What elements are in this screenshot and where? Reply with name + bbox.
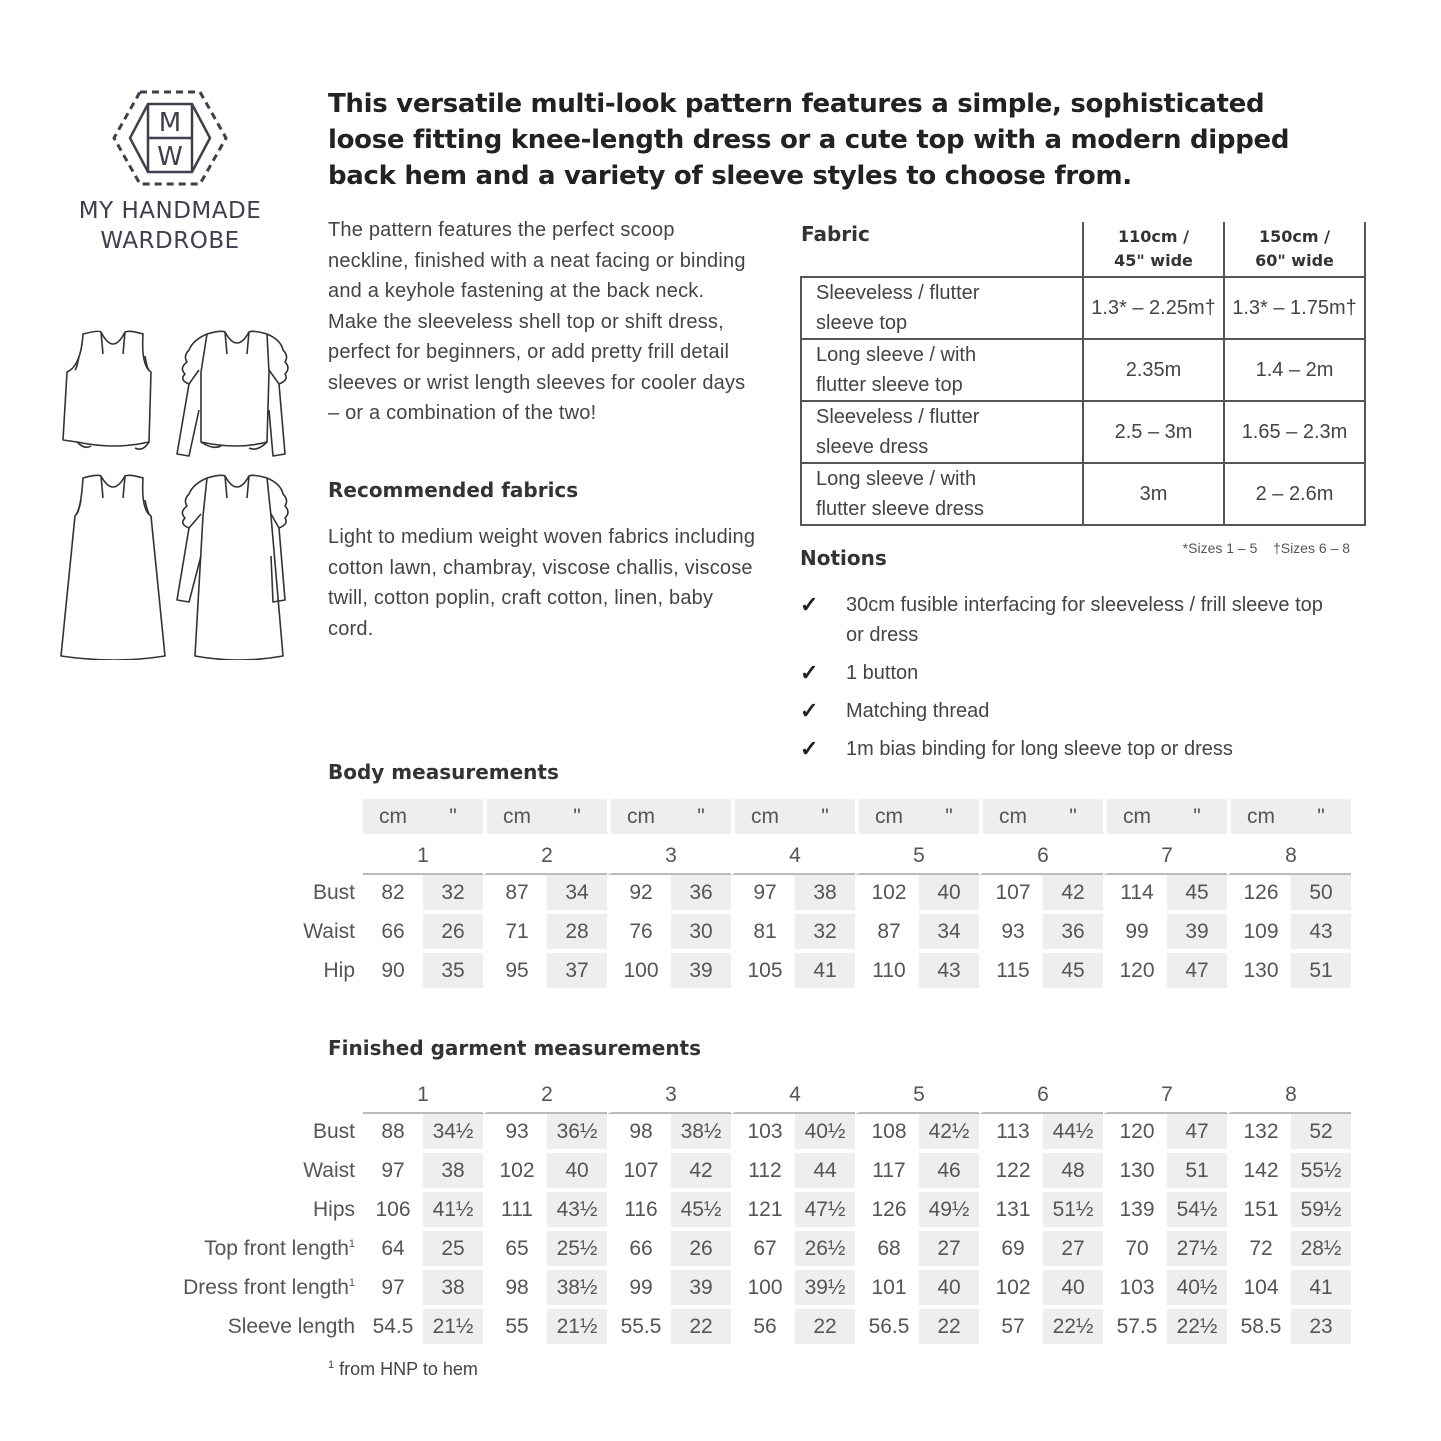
measurement-cell: 67 — [731, 1231, 795, 1270]
measurement-cell: 113 — [979, 1114, 1043, 1153]
measurement-cell: 30 — [671, 914, 731, 953]
fabric-row-label: Sleeveless / flutter sleeve dress — [801, 401, 1083, 463]
measurement-cell: 43½ — [547, 1192, 607, 1231]
measurement-row — [303, 875, 1351, 914]
measurement-cell: 44 — [795, 1153, 855, 1192]
measurement-label: Waist — [183, 1153, 363, 1192]
measurement-cell: 49½ — [919, 1192, 979, 1231]
measurement-cell: 69 — [979, 1231, 1043, 1270]
measurement-cell: 130 — [1227, 953, 1291, 992]
size-header: 1 — [363, 838, 483, 875]
measurement-cell: 42½ — [919, 1114, 979, 1153]
recommended-text: Light to medium weight woven fabrics including cotton lawn, chambray, viscose challis, viscose twill, cotton poplin, craft cotton, linen, baby cord. — [328, 526, 756, 640]
measurement-row — [303, 914, 1351, 953]
measurement-cell: 39 — [671, 1270, 731, 1309]
notion-item: ✓ 1 button — [800, 658, 1340, 688]
measurement-cell: 47½ — [795, 1192, 855, 1231]
measurement-cell: 27½ — [1167, 1231, 1227, 1270]
unit-header: " — [547, 799, 607, 838]
measurement-cell: 40 — [547, 1153, 607, 1192]
measurement-cell: 48 — [1043, 1153, 1103, 1192]
measurement-cell: 87 — [483, 875, 547, 914]
checkmark-icon: ✓ — [800, 592, 819, 617]
measurement-cell: 59½ — [1291, 1192, 1351, 1231]
measurement-cell: 34 — [919, 914, 979, 953]
measurement-cell: 93 — [483, 1114, 547, 1153]
size-header: 6 — [979, 838, 1103, 875]
measurement-cell: 40½ — [1167, 1270, 1227, 1309]
measurement-cell: 40 — [1043, 1270, 1103, 1309]
measurement-cell: 52 — [1291, 1114, 1351, 1153]
measurement-cell: 99 — [1103, 914, 1167, 953]
measurement-cell: 27 — [1043, 1231, 1103, 1270]
measurement-cell: 90 — [363, 953, 423, 992]
measurement-cell: 40½ — [795, 1114, 855, 1153]
intro-text: The pattern features the perfect scoop neckline, finished with a neat facing or binding and a keyhole fastening at the back neck. Make the sleeveless shell top or shift dress, perfect for beginners, or add pretty frill detail sleeves or wrist length sleeves for cooler days – or a combination of the two! — [328, 219, 746, 424]
measurement-cell: 57 — [979, 1309, 1043, 1348]
measurement-cell: 47 — [1167, 953, 1227, 992]
measurement-cell: 71 — [483, 914, 547, 953]
measurement-cell: 70 — [1103, 1231, 1167, 1270]
fabric-value-150: 2 – 2.6m — [1224, 463, 1365, 525]
unit-header: cm — [1103, 799, 1167, 838]
fabric-row — [801, 463, 1365, 525]
measurement-cell: 21½ — [547, 1309, 607, 1348]
measurement-cell: 32 — [795, 914, 855, 953]
unit-header: " — [795, 799, 855, 838]
measurement-cell: 103 — [731, 1114, 795, 1153]
fabric-footnote: *Sizes 1 – 5 †Sizes 6 – 8 — [1182, 540, 1350, 556]
brand-line2: WARDROBE — [100, 228, 240, 254]
measurement-label: Top front length$^1$ — [183, 1231, 363, 1270]
unit-header: " — [423, 799, 483, 838]
fabric-value-150: 1.4 – 2m — [1224, 339, 1365, 401]
measurement-cell: 99 — [607, 1270, 671, 1309]
measurement-cell: 41½ — [423, 1192, 483, 1231]
fabric-value-110: 3m — [1083, 463, 1224, 525]
fabric-value-110: 2.35m — [1083, 339, 1224, 401]
notion-item: ✓ 30cm fusible interfacing for sleeveless / frill sleeve top or dress — [800, 592, 1323, 646]
measurement-cell: 45 — [1043, 953, 1103, 992]
measurement-row — [183, 1270, 1351, 1309]
measurement-cell: 92 — [607, 875, 671, 914]
garment-illustrations — [55, 310, 290, 660]
measurement-cell: 81 — [731, 914, 795, 953]
measurement-cell: 43 — [1291, 914, 1351, 953]
size-header: 1 — [363, 1077, 483, 1114]
unit-row — [303, 799, 1351, 838]
measurement-cell: 105 — [731, 953, 795, 992]
measurement-cell: 34½ — [423, 1114, 483, 1153]
measurement-cell: 97 — [363, 1153, 423, 1192]
measurement-cell: 36½ — [547, 1114, 607, 1153]
size-header: 2 — [483, 1077, 607, 1114]
fabric-row-label: Long sleeve / with flutter sleeve dress — [801, 463, 1083, 525]
measurement-cell: 66 — [607, 1231, 671, 1270]
measurement-cell: 26½ — [795, 1231, 855, 1270]
body-measurements-table — [303, 799, 1351, 992]
measurement-cell: 39 — [1167, 914, 1227, 953]
measurement-cell: 54.5 — [363, 1309, 423, 1348]
measurement-cell: 51 — [1167, 1153, 1227, 1192]
fabric-row-label: Long sleeve / with flutter sleeve top — [801, 339, 1083, 401]
unit-header: cm — [483, 799, 547, 838]
measurement-cell: 37 — [547, 953, 607, 992]
measurement-cell: 23 — [1291, 1309, 1351, 1348]
checkmark-icon: ✓ — [800, 698, 819, 723]
measurement-cell: 28½ — [1291, 1231, 1351, 1270]
size-header: 3 — [607, 1077, 731, 1114]
measurement-cell: 120 — [1103, 953, 1167, 992]
flutter-sleeve-dress-icon — [177, 475, 288, 660]
measurement-cell: 57.5 — [1103, 1309, 1167, 1348]
measurement-cell: 40 — [919, 875, 979, 914]
measurement-cell: 115 — [979, 953, 1043, 992]
checkmark-icon: ✓ — [800, 736, 819, 761]
measurement-cell: 112 — [731, 1153, 795, 1192]
measurement-label: Waist — [303, 914, 363, 953]
measurement-cell: 107 — [979, 875, 1043, 914]
measurement-label: Dress front length$^1$ — [183, 1270, 363, 1309]
sleeveless-dress-icon — [61, 475, 165, 660]
measurement-cell: 22 — [919, 1309, 979, 1348]
measurement-row — [183, 1231, 1351, 1270]
size-header: 2 — [483, 838, 607, 875]
size-header: 8 — [1227, 1077, 1351, 1114]
measurement-cell: 54½ — [1167, 1192, 1227, 1231]
unit-header: cm — [363, 799, 423, 838]
size-row — [303, 838, 1351, 875]
measurement-cell: 26 — [671, 1231, 731, 1270]
measurement-label: Bust — [303, 875, 363, 914]
measurement-cell: 21½ — [423, 1309, 483, 1348]
measurement-cell: 101 — [855, 1270, 919, 1309]
body-measurements-title: Body measurements — [328, 760, 559, 784]
size-header: 3 — [607, 838, 731, 875]
finished-measurements-title: Finished garment measurements — [328, 1036, 702, 1060]
headline: This versatile multi-look pattern features a simple, sophisticated loose fitting knee-length dress or a cute top with a modern dipped back hem and a variety of sleeve styles to choose from. — [328, 89, 1290, 191]
measurement-cell: 38 — [795, 875, 855, 914]
measurement-cell: 41 — [1291, 1270, 1351, 1309]
measurement-cell: 131 — [979, 1192, 1043, 1231]
measurement-cell: 72 — [1227, 1231, 1291, 1270]
measurement-cell: 25 — [423, 1231, 483, 1270]
measurement-cell: 102 — [979, 1270, 1043, 1309]
size-row — [183, 1077, 1351, 1114]
fabric-row — [801, 401, 1365, 463]
unit-header: " — [1167, 799, 1227, 838]
measurement-cell: 139 — [1103, 1192, 1167, 1231]
measurement-cell: 110 — [855, 953, 919, 992]
measurement-cell: 22½ — [1043, 1309, 1103, 1348]
measurement-cell: 36 — [671, 875, 731, 914]
measurement-cell: 34 — [547, 875, 607, 914]
size-header: 8 — [1227, 838, 1351, 875]
measurement-cell: 108 — [855, 1114, 919, 1153]
notions-list — [800, 590, 1340, 772]
measurement-cell: 55.5 — [607, 1309, 671, 1348]
measurement-cell: 121 — [731, 1192, 795, 1231]
measurement-cell: 114 — [1103, 875, 1167, 914]
fabric-title: Fabric — [801, 222, 1083, 277]
measurement-cell: 40 — [919, 1270, 979, 1309]
unit-header: " — [919, 799, 979, 838]
measurement-cell: 64 — [363, 1231, 423, 1270]
measurement-cell: 102 — [483, 1153, 547, 1192]
measurement-cell: 97 — [363, 1270, 423, 1309]
measurement-cell: 103 — [1103, 1270, 1167, 1309]
measurement-cell: 132 — [1227, 1114, 1291, 1153]
notion-item: ✓ 1m bias binding for long sleeve top or dress — [800, 734, 1340, 764]
finished-footnote: $^1$ from HNP to hem — [328, 1359, 478, 1379]
measurement-label: Sleeve length — [183, 1309, 363, 1348]
measurement-label: Hips — [183, 1192, 363, 1231]
measurement-cell: 38 — [423, 1153, 483, 1192]
unit-header: cm — [979, 799, 1043, 838]
fabric-value-110: 2.5 – 3m — [1083, 401, 1224, 463]
measurement-row — [303, 953, 1351, 992]
measurement-cell: 120 — [1103, 1114, 1167, 1153]
size-header: 5 — [855, 1077, 979, 1114]
measurement-cell: 42 — [1043, 875, 1103, 914]
fabric-table — [800, 222, 1366, 526]
measurement-cell: 38½ — [671, 1114, 731, 1153]
unit-header: " — [671, 799, 731, 838]
fabric-col-110: 110cm / 45" wide — [1083, 222, 1224, 277]
measurement-cell: 39½ — [795, 1270, 855, 1309]
measurement-cell: 51 — [1291, 953, 1351, 992]
measurement-cell: 27 — [919, 1231, 979, 1270]
measurement-cell: 106 — [363, 1192, 423, 1231]
measurement-cell: 100 — [607, 953, 671, 992]
unit-header: " — [1291, 799, 1351, 838]
sleeveless-top-icon — [63, 331, 151, 449]
fabric-row-label: Sleeveless / flutter sleeve top — [801, 277, 1083, 339]
recommended-title: Recommended fabrics — [328, 478, 579, 502]
unit-header: cm — [855, 799, 919, 838]
measurement-cell: 28 — [547, 914, 607, 953]
measurement-cell: 32 — [423, 875, 483, 914]
notion-item: ✓ Matching thread — [800, 696, 1340, 726]
measurement-cell: 126 — [1227, 875, 1291, 914]
measurement-cell: 58.5 — [1227, 1309, 1291, 1348]
measurement-cell: 88 — [363, 1114, 423, 1153]
fabric-row — [801, 339, 1365, 401]
measurement-cell: 42 — [671, 1153, 731, 1192]
measurement-cell: 35 — [423, 953, 483, 992]
measurement-cell: 65 — [483, 1231, 547, 1270]
measurement-cell: 126 — [855, 1192, 919, 1231]
fabric-col-150: 150cm / 60" wide — [1224, 222, 1365, 277]
measurement-cell: 45 — [1167, 875, 1227, 914]
measurement-cell: 51½ — [1043, 1192, 1103, 1231]
measurement-cell: 38 — [423, 1270, 483, 1309]
measurement-cell: 46 — [919, 1153, 979, 1192]
measurement-label: Hip — [303, 953, 363, 992]
unit-header: " — [1043, 799, 1103, 838]
measurement-cell: 117 — [855, 1153, 919, 1192]
size-header: 7 — [1103, 1077, 1227, 1114]
measurement-cell: 151 — [1227, 1192, 1291, 1231]
measurement-cell: 122 — [979, 1153, 1043, 1192]
measurement-row — [183, 1153, 1351, 1192]
measurement-cell: 130 — [1103, 1153, 1167, 1192]
finished-measurements-table — [183, 1077, 1351, 1348]
size-header: 7 — [1103, 838, 1227, 875]
size-header: 4 — [731, 838, 855, 875]
size-header: 5 — [855, 838, 979, 875]
unit-header: cm — [607, 799, 671, 838]
checkmark-icon: ✓ — [800, 660, 819, 685]
logo-mark-top: M — [158, 108, 182, 138]
fabric-row — [801, 277, 1365, 339]
measurement-cell: 100 — [731, 1270, 795, 1309]
measurement-cell: 87 — [855, 914, 919, 953]
measurement-cell: 142 — [1227, 1153, 1291, 1192]
measurement-cell: 44½ — [1043, 1114, 1103, 1153]
logo-mark-bottom: W — [157, 142, 183, 172]
measurement-cell: 50 — [1291, 875, 1351, 914]
measurement-cell: 82 — [363, 875, 423, 914]
measurement-cell: 22 — [671, 1309, 731, 1348]
brand-line1: MY HANDMADE — [78, 198, 262, 224]
notions-title: Notions — [800, 546, 887, 570]
measurement-cell: 93 — [979, 914, 1043, 953]
unit-header: cm — [731, 799, 795, 838]
measurement-cell: 41 — [795, 953, 855, 992]
measurement-row — [183, 1309, 1351, 1348]
measurement-cell: 43 — [919, 953, 979, 992]
measurement-cell: 55 — [483, 1309, 547, 1348]
measurement-cell: 109 — [1227, 914, 1291, 953]
measurement-label: Bust — [183, 1114, 363, 1153]
fabric-value-110: 1.3* – 2.25m† — [1083, 277, 1224, 339]
flutter-sleeve-top-icon — [177, 331, 288, 456]
measurement-cell: 45½ — [671, 1192, 731, 1231]
measurement-cell: 107 — [607, 1153, 671, 1192]
measurement-cell: 56 — [731, 1309, 795, 1348]
measurement-cell: 22½ — [1167, 1309, 1227, 1348]
measurement-cell: 98 — [483, 1270, 547, 1309]
measurement-cell: 111 — [483, 1192, 547, 1231]
measurement-cell: 26 — [423, 914, 483, 953]
measurement-row — [183, 1192, 1351, 1231]
size-header: 4 — [731, 1077, 855, 1114]
measurement-cell: 76 — [607, 914, 671, 953]
measurement-cell: 56.5 — [855, 1309, 919, 1348]
measurement-cell: 25½ — [547, 1231, 607, 1270]
measurement-cell: 38½ — [547, 1270, 607, 1309]
measurement-cell: 66 — [363, 914, 423, 953]
logo-mark-icon — [110, 88, 230, 188]
measurement-cell: 39 — [671, 953, 731, 992]
size-header: 6 — [979, 1077, 1103, 1114]
measurement-cell: 116 — [607, 1192, 671, 1231]
measurement-cell: 55½ — [1291, 1153, 1351, 1192]
measurement-cell: 97 — [731, 875, 795, 914]
measurement-cell: 98 — [607, 1114, 671, 1153]
measurement-cell: 68 — [855, 1231, 919, 1270]
measurement-row — [183, 1114, 1351, 1153]
fabric-value-150: 1.3* – 1.75m† — [1224, 277, 1365, 339]
measurement-cell: 22 — [795, 1309, 855, 1348]
fabric-value-150: 1.65 – 2.3m — [1224, 401, 1365, 463]
measurement-cell: 36 — [1043, 914, 1103, 953]
measurement-cell: 102 — [855, 875, 919, 914]
measurement-cell: 95 — [483, 953, 547, 992]
unit-header: cm — [1227, 799, 1291, 838]
measurement-cell: 104 — [1227, 1270, 1291, 1309]
measurement-cell: 47 — [1167, 1114, 1227, 1153]
